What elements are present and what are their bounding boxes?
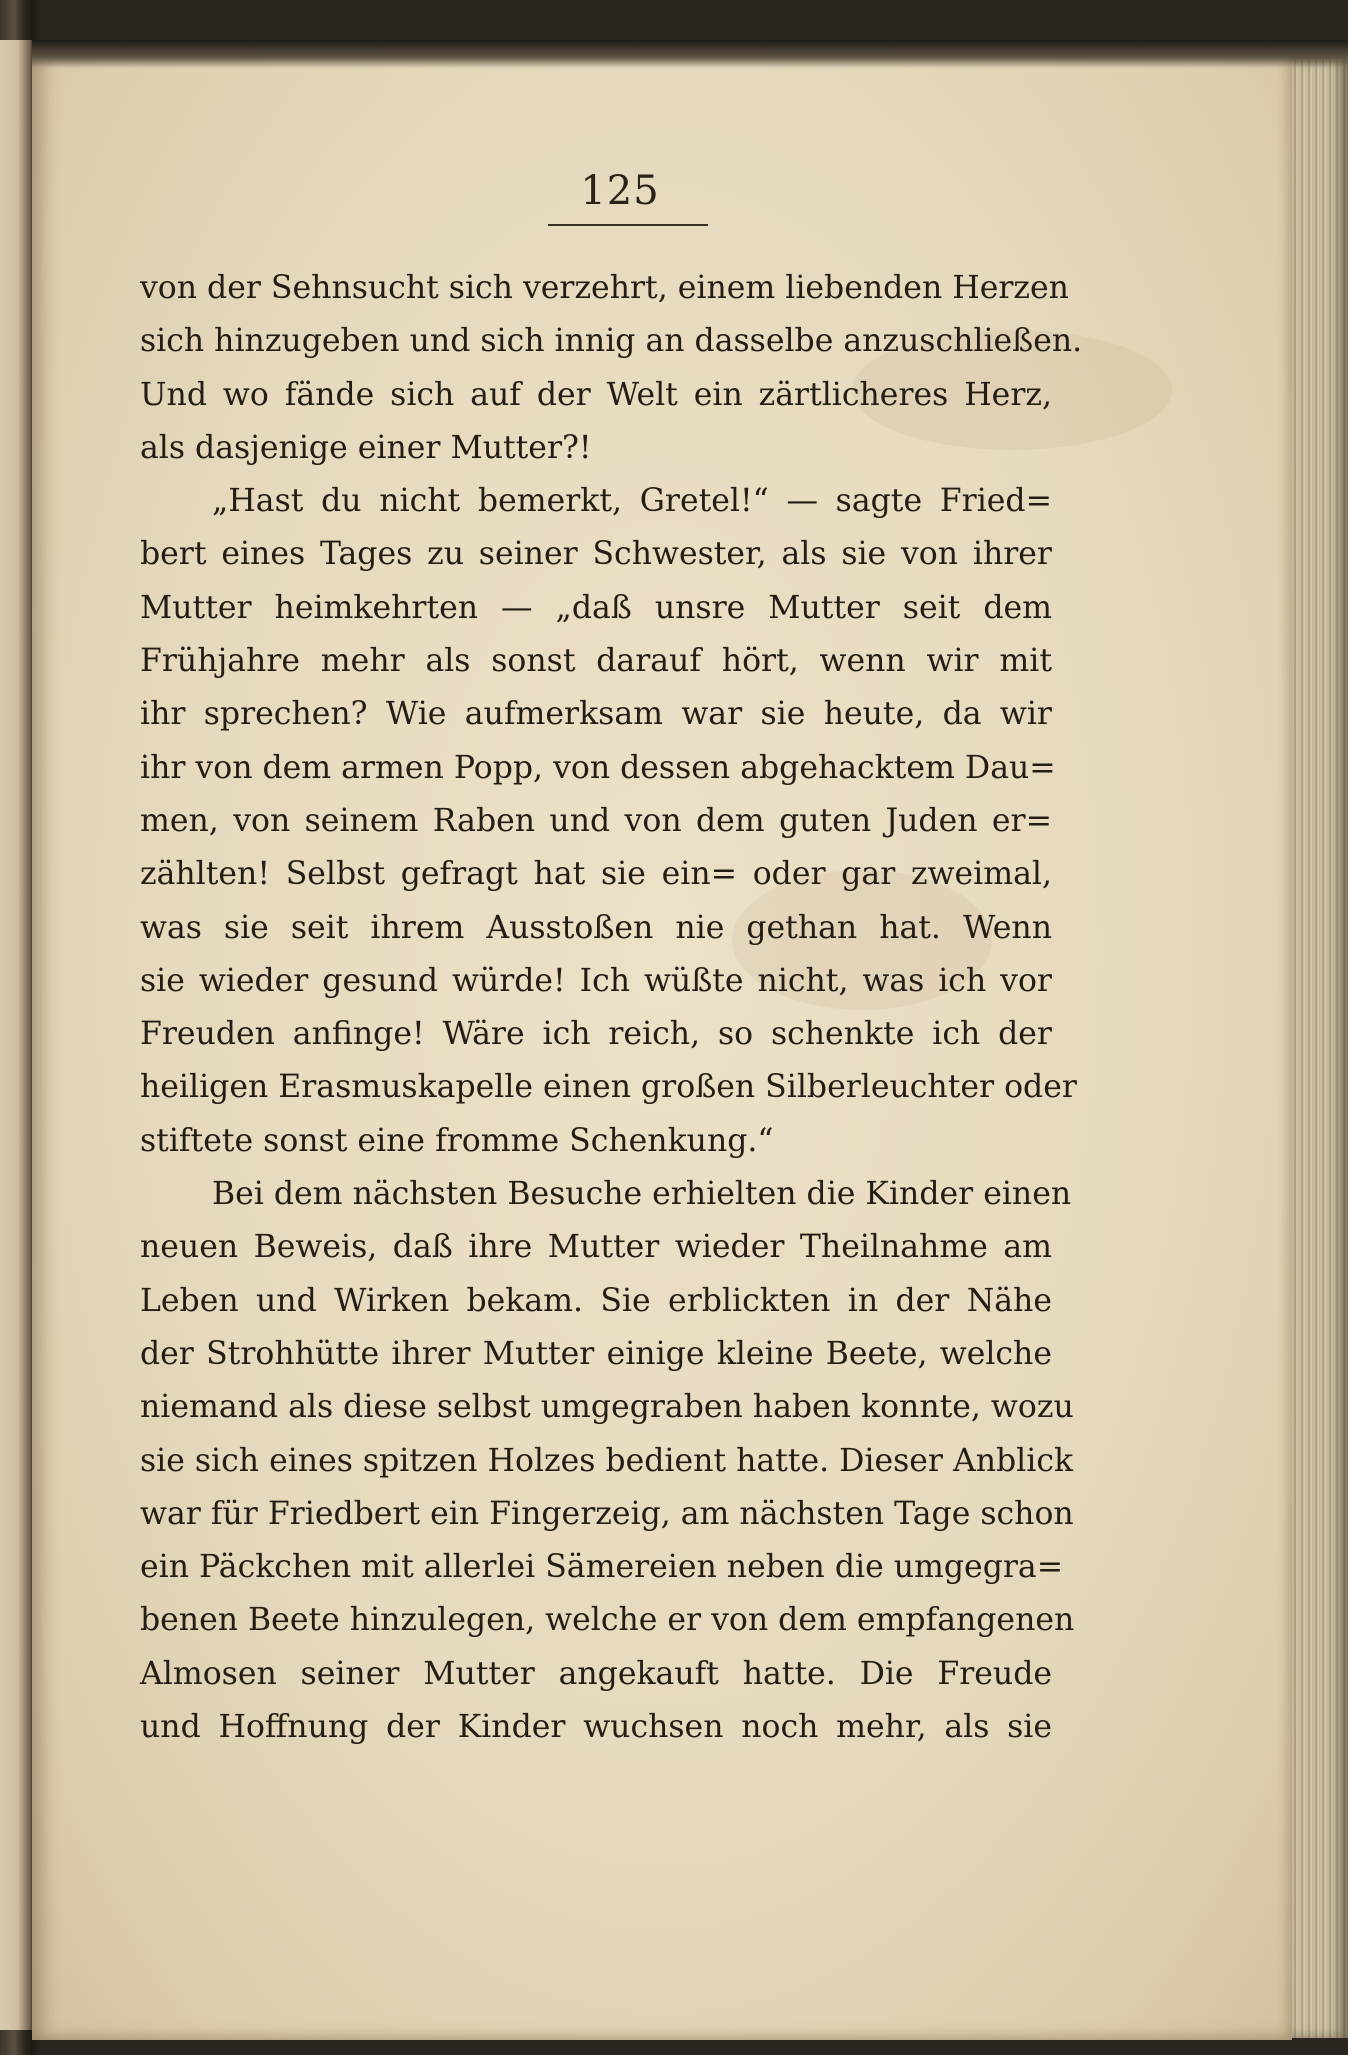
page-fore-edges [1292,58,1348,2038]
text-line: niemand als diese selbst umgegraben haben konnte, wozu [140,1389,1074,1426]
body-text [140,262,1083,1754]
text-line: Almosen seiner Mutter angekauft hatte. Die Freude [140,1655,1052,1692]
text-line: Frühjahre mehr als sonst darauf hört, wenn wir mit [140,643,1052,680]
text-line: als dasjenige einer Mutter?! [140,429,592,466]
text-line: sich hinzugeben und sich innig an dasselbe anzuschließen. [140,323,1083,360]
facing-page-edge [0,40,34,2030]
text-line: Freuden anfinge! Wäre ich reich, so schenkte ich der [140,1016,1052,1053]
text-line: sie wieder gesund würde! Ich wüßte nicht, was ich vor [140,962,1052,999]
text-line: was sie seit ihrem Ausstoßen nie gethan hat. Wenn [140,909,1052,946]
text-line: zählten! Selbst gefragt hat sie ein= oder gar zweimal, [140,856,1052,893]
text-line: men, von seinem Raben und von dem guten Juden er= [140,802,1052,839]
text-line: ihr sprechen? Wie aufmerksam war sie heute, da wir [140,696,1052,733]
text-line: Bei dem nächsten Besuche erhielten die Kinder einen [212,1176,1072,1213]
text-line: von der Sehnsucht sich verzehrt, einem liebenden Herzen [140,270,1069,306]
text-line: stiftete sonst eine fromme Schenkung.“ [140,1122,774,1159]
page-number-rule [548,224,708,226]
text-line: ein Päckchen mit allerlei Sämereien neben die umgegra= [140,1549,1064,1586]
text-line: „Hast du nicht bemerkt, Gretel!“ — sagte Fried= [212,483,1052,520]
text-line: ihr von dem armen Popp, von dessen abgehacktem Dau= [140,749,1056,786]
text-line: heiligen Erasmuskapelle einen großen Silberleuchter oder [140,1069,1077,1106]
text-line: der Strohhütte ihrer Mutter einige kleine Beete, welche [140,1335,1052,1372]
text-line: benen Beete hinzulegen, welche er von dem empfangenen [140,1602,1075,1639]
text-line: sie sich eines spitzen Holzes bedient hatte. Dieser Anblick [140,1442,1074,1479]
text-line: neuen Beweis, daß ihre Mutter wieder Theilnahme am [140,1229,1052,1266]
text-line: bert eines Tages zu seiner Schwester, als sie von ihrer [140,536,1052,573]
page-number: 125 [580,168,660,214]
text-line: Mutter heimkehrten — „daß unsre Mutter seit dem [140,589,1052,626]
top-binding-shadow [32,40,1348,68]
text-line: Leben und Wirken bekam. Sie erblickten in der Nähe [140,1282,1052,1319]
text-line: Und wo fände sich auf der Welt ein zärtlicheres Herz, [140,376,1052,413]
text-line: war für Friedbert ein Fingerzeig, am nächsten Tage schon [140,1495,1074,1532]
text-line: und Hoffnung der Kinder wuchsen noch mehr, als sie [140,1709,1052,1746]
